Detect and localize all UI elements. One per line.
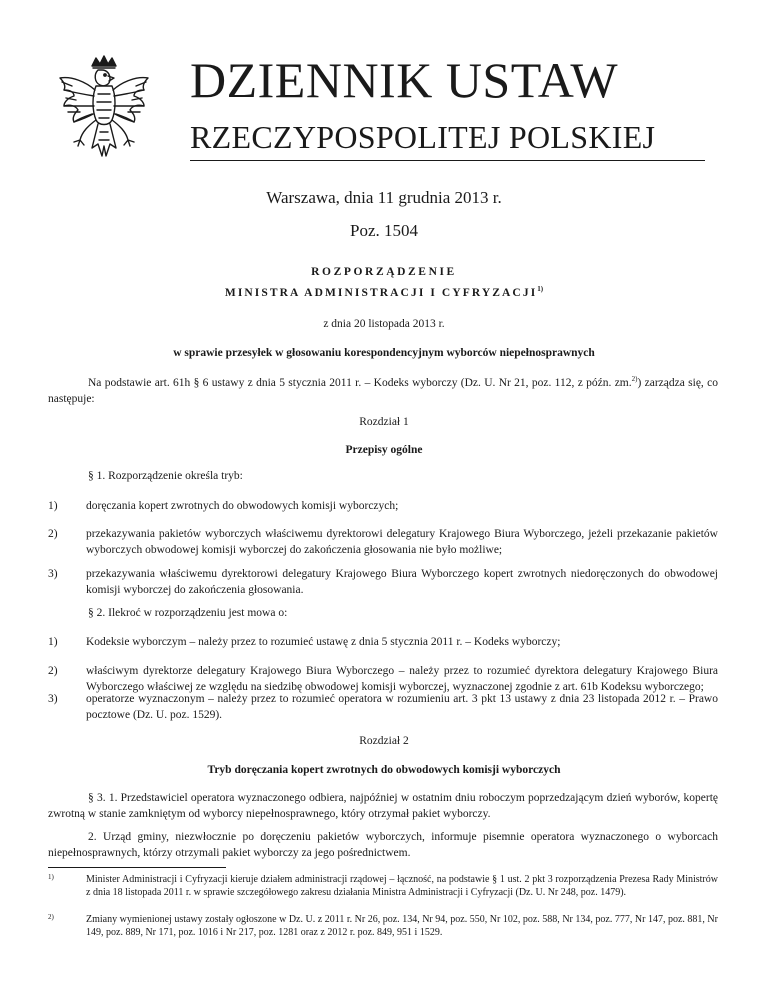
publication-date: Warszawa, dnia 11 grudnia 2013 r. bbox=[266, 188, 502, 207]
list-item-number: 2) bbox=[48, 665, 58, 677]
list-item-text: przekazywania właściwemu dyrektorowi delegatury Krajowego Biura Wyborczego kopert zwrotnych niedoręczonych do obwodowej komisji wyborczej do zakończenia głosowania. bbox=[86, 568, 718, 596]
act-type: ROZPORZĄDZENIE bbox=[311, 266, 457, 278]
footnote-rule bbox=[48, 867, 226, 868]
list-item-text: doręczania kopert zwrotnych do obwodowych komisji wyborczych; bbox=[86, 500, 399, 512]
journal-subtitle: RZECZYPOSPOLITEJ POLSKIEJ bbox=[190, 119, 656, 155]
header-rule bbox=[190, 160, 705, 161]
act-date: z dnia 20 listopada 2013 r. bbox=[323, 318, 445, 330]
chapter-2-title: Tryb doręczania kopert zwrotnych do obwodowych komisji wyborczych bbox=[207, 764, 561, 776]
act-organ bbox=[0, 285, 768, 299]
list-item-text: Kodeksie wyborczym – należy przez to rozumieć ustawę z dnia 5 stycznia 2011 r. – Kodeks wyborczy; bbox=[86, 636, 561, 648]
act-subject: w sprawie przesyłek w głosowaniu korespondencyjnym wyborców niepełnosprawnych bbox=[173, 347, 595, 359]
chapter-1-title: Przepisy ogólne bbox=[345, 444, 423, 456]
footnote-ref-1[interactable]: 1) bbox=[537, 285, 544, 293]
preamble-text-b: ) zarządza się, co następuje: bbox=[48, 377, 718, 405]
section-3-paragraph-2: 2. Urząd gminy, niezwłocznie po doręczeniu pakietów wyborczych, informuje pisemnie operatora wyznaczonego o wyborcach niepełnosprawnych, którzy otrzymali pakiet wyborczy za jego pośrednictwem. bbox=[48, 831, 718, 859]
footnote-text: Minister Administracji i Cyfryzacji kieruje działem administracji rządowej – łączność, na podstawie § 1 ust. 2 pkt 3 rozporządzenia Prezesa Rady Ministrów z dnia 18 listopada 2011 r. w sprawie szczegółowego zakresu działania Ministra Administracji i Cyfryzacji (Dz. U. Nr 248, poz. 1479). bbox=[86, 874, 718, 898]
section-1-intro: § 1. Rozporządzenie określa tryb: bbox=[88, 470, 243, 482]
list-item-number: 2) bbox=[48, 528, 58, 540]
preamble-text-a: Na podstawie art. 61h § 6 ustawy z dnia 5 stycznia 2011 r. – Kodeks wyborczy (Dz. U. Nr 21, poz. 112, z późn. zm. bbox=[88, 377, 632, 389]
footnote-ref-2[interactable]: 2) bbox=[631, 375, 638, 384]
footnote-text: Zmiany wymienionej ustawy zostały ogłoszone w Dz. U. z 2011 r. Nr 26, poz. 134, Nr 94, poz. 550, Nr 102, poz. 588, Nr 134, poz. 777, Nr 147, poz. 881, Nr 149, poz. 889, Nr 171, poz. 1016 i Nr 217, poz. 1281 oraz z 2012 r. poz. 849, 951 i 1529. bbox=[86, 914, 718, 938]
list-item-text: właściwym dyrektorze delegatury Krajowego Biura Wyborczego – należy przez to rozumieć dyrektora delegatury Krajowego Biura Wyborczego właściwej ze względu na siedzibę obwodowej komisji wyborczej, wyznaczonej zgodnie z art. 61b Kodeksu wyborczego; bbox=[86, 665, 718, 693]
act-organ-name: MINISTRA ADMINISTRACJI I CYFRYZACJI bbox=[224, 286, 538, 299]
section-3-paragraph-1: § 3. 1. Przedstawiciel operatora wyznaczonego odbiera, najpóźniej w ostatnim dniu roboczym poprzedzającym dzień wyborów, kopertę zwrotną w stanie zamkniętym od wyborcy niepełnosprawnego, który otrzymał pakiet wyborczy. bbox=[48, 792, 718, 820]
preamble bbox=[48, 375, 718, 407]
list-item-number: 1) bbox=[48, 636, 58, 648]
list-item-text: przekazywania pakietów wyborczych właściwemu dyrektorowi delegatury Krajowego Biura Wyborczego, jeżeli przekazanie pakietów wyborczych obwodowej komisji wyborczej do zakończenia głosowania nie było możliwe; bbox=[86, 528, 718, 556]
chapter-1-label: Rozdział 1 bbox=[359, 416, 409, 428]
journal-title: DZIENNIK USTAW bbox=[190, 52, 619, 108]
footnote-number: 1) bbox=[48, 873, 54, 881]
chapter-2-label: Rozdział 2 bbox=[359, 735, 409, 747]
polish-eagle-emblem-icon bbox=[52, 52, 156, 176]
list-item-number: 1) bbox=[48, 500, 58, 512]
list-item-number: 3) bbox=[48, 568, 58, 580]
list-item-text: operatorze wyznaczonym – należy przez to rozumieć operatora w rozumieniu art. 3 pkt 13 ustawy z dnia 23 listopada 2012 r. – Prawo pocztowe (Dz. U. poz. 1529). bbox=[86, 693, 718, 721]
list-item-number: 3) bbox=[48, 693, 58, 705]
position-number: Poz. 1504 bbox=[350, 221, 418, 240]
section-2-intro: § 2. Ilekroć w rozporządzeniu jest mowa o: bbox=[88, 607, 288, 619]
footnote-number: 2) bbox=[48, 913, 54, 921]
